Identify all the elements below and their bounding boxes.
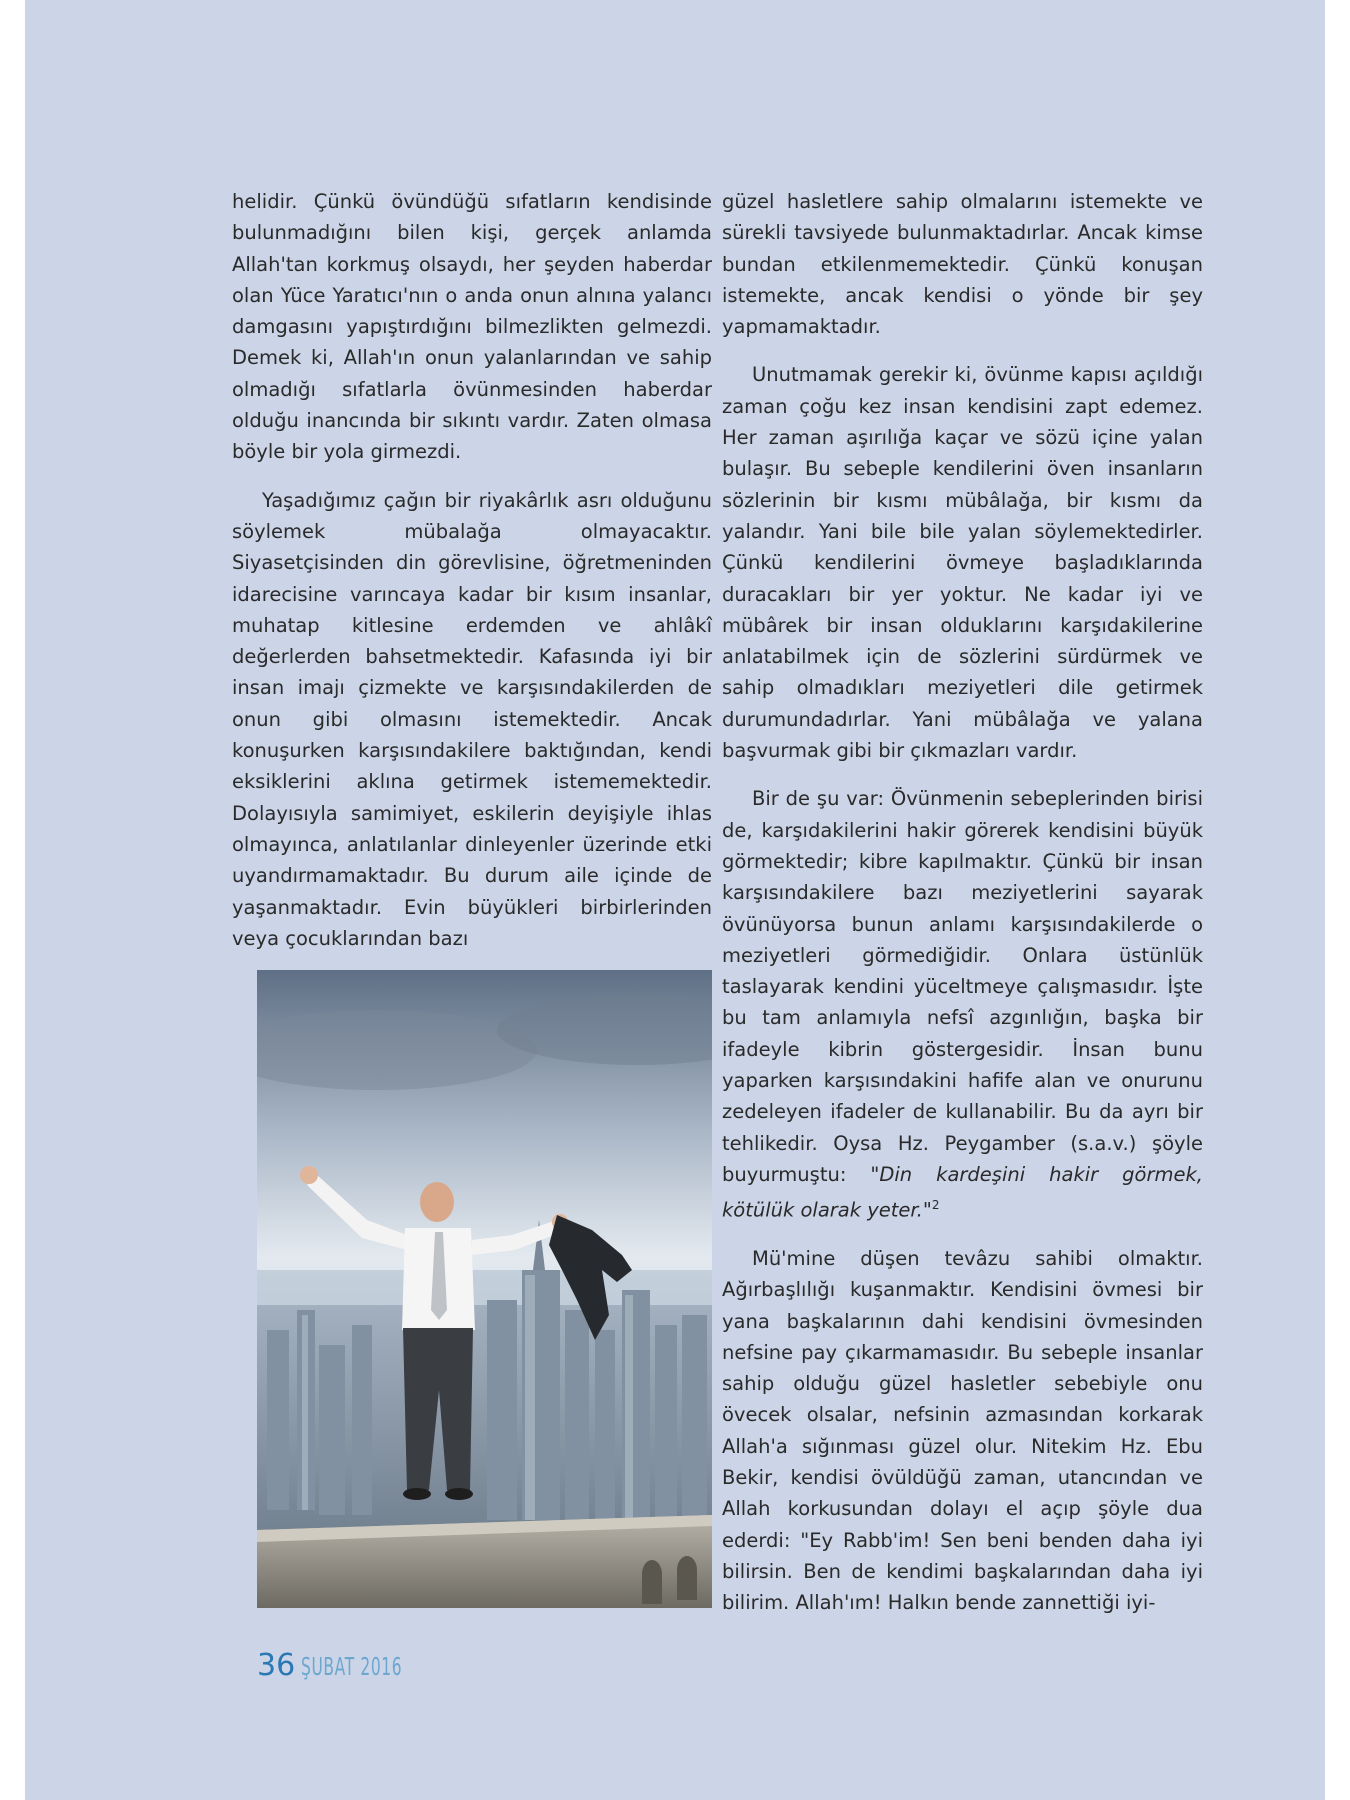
footnote-marker: 2 xyxy=(931,1198,940,1213)
paragraph: Mü'mine düşen tevâzu sahibi olmaktır. Ağırbaşlılığı kuşanmaktır. Kendisini övmesi bir yana başkalarının dahi kendisini övmesinden nefsine pay çıkarmamasıdır. Bu sebeple insanlar sahip olduğu güzel hasletler sebebiyle onu övecek olsalar, nefsinin azmasından korkarak Allah'a sığınması güzel olur. Nitekim Hz. Ebu Bekir, kendisi övüldüğü zaman, utancından ve Allah korkusundan dolayı el açıp şöyle dua ederdi: "Ey Rabb'im! Sen beni benden daha iyi bilirsin. Ben de kendimi başkalarından daha iyi bilirim. Allah'ım! Halkın bende zannettiği iyi- xyxy=(722,1247,1203,1615)
hadith-quote: Din kardeşini hakir görmek, kötülük olarak yeter. xyxy=(722,1162,1203,1222)
paragraph-with-quote xyxy=(722,783,1203,1226)
paragraph-text: Bir de şu var: Övünmenin sebeplerinden birisi de, karşıdakilerini hakir görerek kendisini büyük görmektedir; kibre kapılmaktır. Çünkü bir insan karşısındakilere bazı meziyetlerini sayarak övünüyorsa bunun anlamı karşısındakilerde o meziyetleri görmediğidir. Onlara üstünlük taslayarak kendini yüceltmeye çalışmasıdır. İşte bu tam anlamıyla nefsî azgınlığın, başka bir ifadeyle kibrin göstergesidir. İnsan bunu yaparken karşısındakini hafife alan ve onurunu zedeleyen ifadeler de kullanabilir. Bu da ayrı bir tehlikedir. Oysa Hz. Peygamber (s.a.v.) şöyle buyurmuştu: " xyxy=(722,787,1203,1186)
paragraph: Unutmamak gerekir ki, övünme kapısı açıldığı zaman çoğu kez insan kendisini zapt edemez. Her zaman aşırılığa kaçar ve sözü içine yalan bulaşır. Bu sebeple kendilerini öven insanların sözlerinin bir kısmı mübâlağa, bir kısmı da yalandır. Yani bile bile yalan söylemektedirler. Çünkü kendilerini övmeye başladıklarında duracakları bir yer yoktur. Ne kadar iyi ve mübârek bir insan olduklarını karşıdakilerine anlatabilmek için de sözlerini sürdürmek ve sahip olmadıkları meziyetleri dile getirmek durumundadırlar. Yani mübâlağa ve yalana başvurmak gibi bir çıkmazları vardır. xyxy=(722,363,1203,763)
article-right-column xyxy=(722,186,1203,1619)
page-footer xyxy=(257,1648,465,1692)
quote-close: " xyxy=(922,1198,932,1222)
businessman-on-skyscraper-ledge-photo xyxy=(257,970,712,1608)
article-left-column xyxy=(232,186,712,954)
magazine-page xyxy=(25,0,1325,1800)
issue-date: ŞUBAT 2016 xyxy=(301,1652,403,1681)
paragraph: güzel hasletlere sahip olmalarını istemekte ve sürekli tavsiyede bulunmaktadırlar. Ancak kimse bundan etkilenmemektedir. Çünkü konuşan istemekte, ancak kendisi o yönde bir şey yapmamaktadır. xyxy=(722,190,1203,339)
article-photo xyxy=(257,970,712,1608)
page-number: 36 xyxy=(257,1648,296,1683)
paragraph: Yaşadığımız çağın bir riyakârlık asrı olduğunu söylemek mübalağa olmayacaktır. Siyasetçisinden din görevlisine, öğretmeninden idarecisine varıncaya kadar bir kısım insanlar, muhatap kitlesine erdemden ve ahlâkî değerlerden bahsetmektedir. Kafasında iyi bir insan imajı çizmekte ve karşısındakilerden de onun gibi olmasını istemektedir. Ancak konuşurken karşısındakilere baktığından, kendi eksiklerini aklına getirmek istememektedir. Dolayısıyla samimiyet, eskilerin deyişiyle ihlas olmayınca, anlatılanlar dinleyenler üzerinde etki uyandırmamaktadır. Bu durum aile içinde de yaşanmaktadır. Evin büyükleri birbirlerinden veya çocuklarından bazı xyxy=(232,488,712,950)
paragraph: helidir. Çünkü övündüğü sıfatların kendisinde bulunmadığını bilen kişi, gerçek anlamda Allah'tan korkmuş olsaydı, her şeyden haberdar olan Yüce Yaratıcı'nın o anda onun alnına yalancı damgasını yapıştırdığını bilmezlikten gelmezdi. Demek ki, Allah'ın onun yalanlarından ve sahip olmadığı sıfatlarla övünmesinden haberdar olduğu inancında bir sıkıntı vardır. Zaten olmasa böyle bir yola girmezdi. xyxy=(232,190,712,464)
